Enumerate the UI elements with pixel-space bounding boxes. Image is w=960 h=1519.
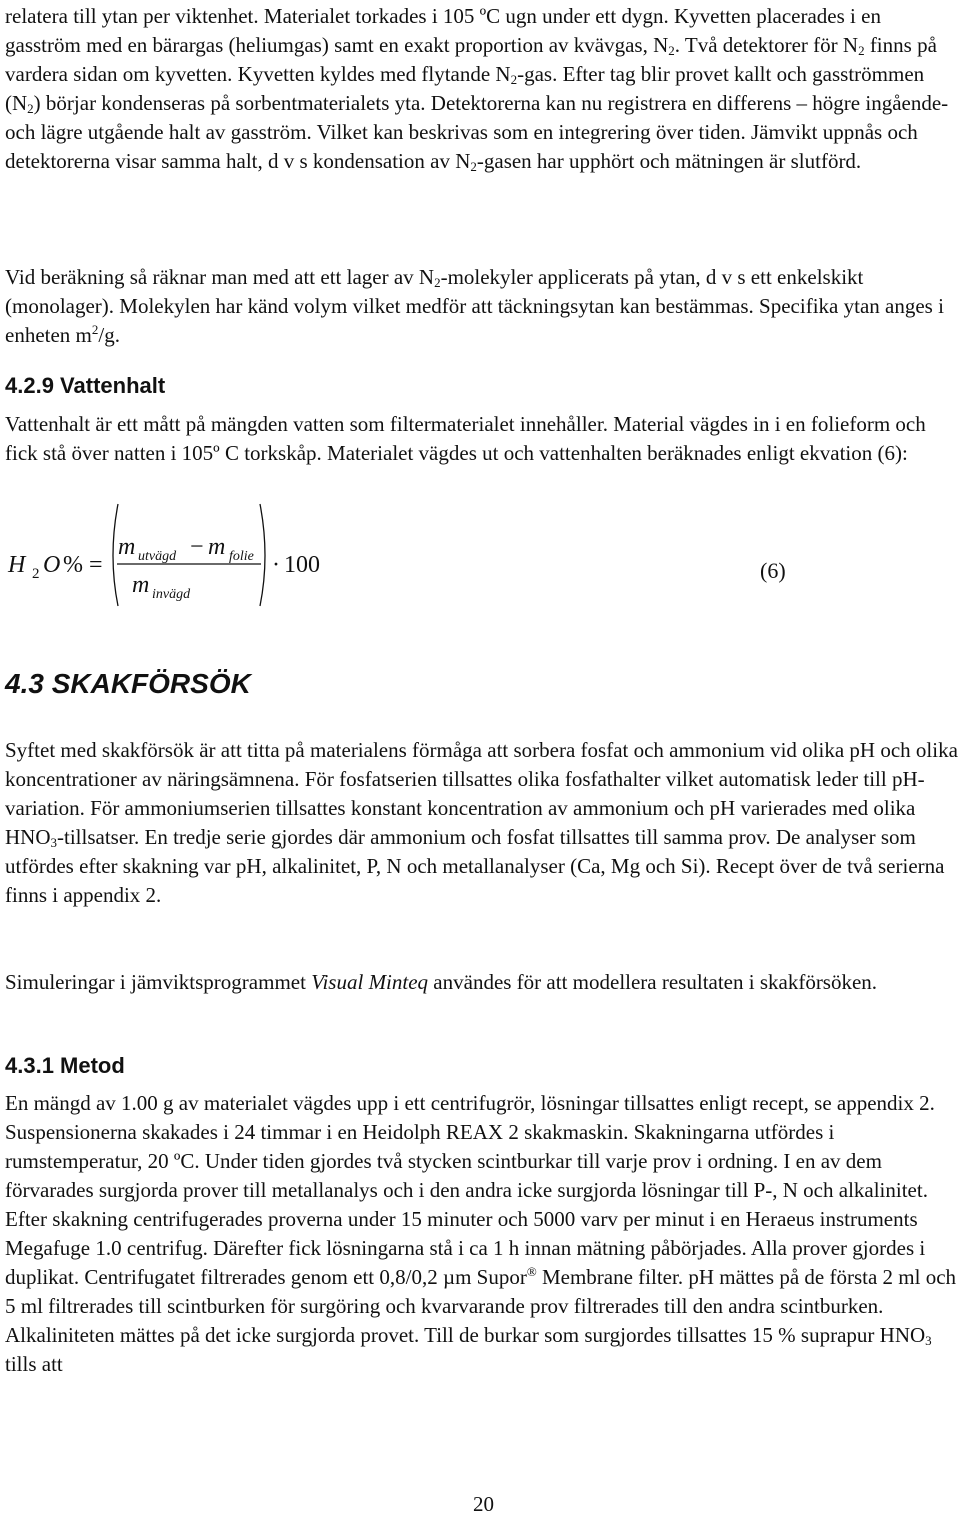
page-number: 20: [473, 1492, 494, 1516]
paragraph-bet-measurement: relatera till ytan per viktenhet. Materialet torkades i 105 ºC ugn under ett dygn. Kyvetten placerades i en gasström med en bärargas (heliumgas) samt en exakt proportion av kvävgas, $N_2$. Två detektorer för $N_2$ finns på vardera sidan om kyvetten. Kyvetten kyldes med flytande $N_2$-gas. Efter tag blir provet kallt och gasströmmen $(N_2)$ börjar kondenseras på sorbentmaterialets yta. Detektorerna kan nu registrera en differens – högre ingående- och lägre utgående halt av gasström. Vilket kan beskrivas som en integrering över tiden. Jämvikt uppnås och detektorerna visar samma halt, d v s kondensation av $N_2$-gasen har upphört och mätningen är slutförd.: [5, 4, 949, 174]
eq-num-sub2: folie: [229, 549, 254, 564]
document-page: [5, 0, 958, 1516]
eq-num-m1: m: [118, 534, 136, 560]
paragraph-metod: En mängd av 1.00 g av materialet vägdes upp i ett centrifugrör, lösningar tillsattes enligt recept, se appendix 2. Suspensionerna skakades i 24 timmar i en Heidolph REAX 2 skakmaskin. Skakningarna utfördes i rumstemperatur, 20 ºC. Under tiden gjordes två stycken scintburkar till varje prov i ordning. I en av dem förvarades surgjorda prover till metallanalys och i den andra icke surgjorda lösningar till P-, N och alkalinitet. Efter skakning centrifugerades proverna under 15 minuter och 5000 varv per minut i en Heraeus instruments Megafuge 1.0 centrifug. Därefter fick lösningarna stå i ca 1 h innan mätning påbörjades. Alla prover gjordes i duplikat. Centrifugatet filtrerades genom ett 0,8/0,2 µm Supor® Membrane filter. pH mättes på de första 2 ml och 5 ml filtrerades till scintburken för surgöring och kvarvarande prov filtrerades till den andra scintburken. Alkaliniteten mättes på det icke surgjorda provet. Till de burkar som surgjordes tillsattes 15 % suprapur $HNO_3$ tills att: [5, 1091, 957, 1376]
heading-metod: 4.3.1 Metod: [5, 1053, 125, 1078]
paragraph-simulations: Simuleringar i jämviktsprogrammet Visual Minteq användes för att modellera resultaten i skakförsöken.: [5, 970, 878, 994]
paragraph-vattenhalt: Vattenhalt är ett mått på mängden vatten som filtermaterialet innehåller. Material vägdes in i en folieform och fick stå över natten i 105º C torkskåp. Materialet vägdes ut och vattenhalten beräknades enligt ekvation (6):: [5, 412, 926, 465]
eq-h: H: [8, 552, 26, 578]
eq-num-m2: m: [208, 534, 226, 560]
eq-h-sub: 2: [32, 566, 40, 582]
eq-num-sub1: utvägd: [138, 549, 177, 564]
paragraph-monolayer: Vid beräkning så räknar man med att ett lager av $N_2$-molekyler applicerats på ytan, d v s ett enkelskikt (monolager). Molekylen har känd volym vilket medför att täckningsytan kan bestämmas. Specifika ytan anges i enheten $m^2/g$.: [5, 265, 944, 347]
heading-skakforsok: 4.3 SKAKFÖRSÖK: [5, 668, 251, 699]
eq-equals: =: [89, 552, 103, 578]
eq-right-paren: [260, 504, 265, 606]
eq-times: ·: [272, 552, 280, 578]
eq-o: O: [43, 552, 61, 578]
equation-water-content: [5, 496, 955, 616]
paragraph-skakforsok-purpose: Syftet med skakförsök är att titta på materialens förmåga att sorbera fosfat och ammonium vid olika pH och olika koncentrationer av näringsämnena. För fosfatserien tillsattes olika fosfathalter vilket automatisk leder till pH-variation. För ammoniumserien tillsattes konstant koncentration av ammonium och pH varierades med olika $HNO_3$-tillsatser. En tredje serie gjordes där ammonium och fosfat tillsattes till samma prov. De analyser som utfördes efter skakning var pH, alkalinitet, P, N och metallanalyser (Ca, Mg och Si). Recept över de två serierna finns i appendix 2.: [5, 738, 958, 907]
eq-percent: %: [63, 552, 83, 578]
eq-den-sub: invägd: [152, 587, 191, 602]
eq-factor: 100: [284, 552, 320, 578]
equation-number: (6): [760, 558, 786, 583]
eq-minus: −: [190, 534, 204, 560]
heading-vattenhalt: 4.2.9 Vattenhalt: [5, 373, 166, 398]
eq-den-m: m: [132, 572, 150, 598]
